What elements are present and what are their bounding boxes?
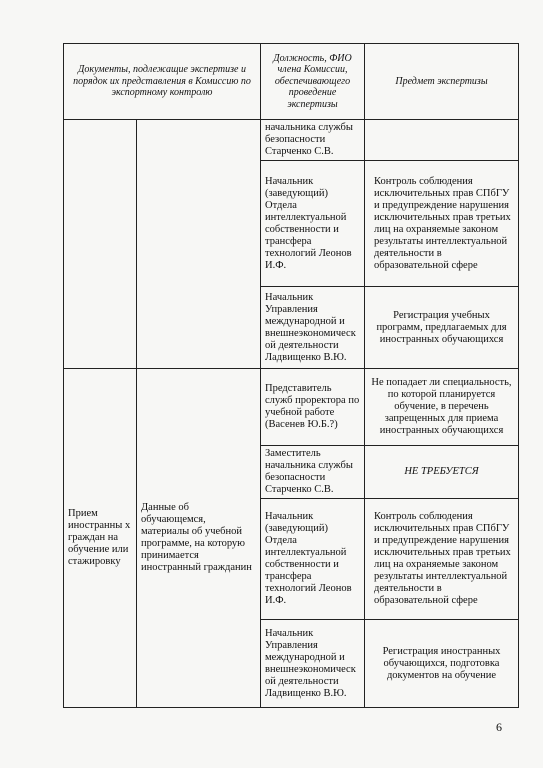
expertise-table <box>63 43 519 708</box>
subject-cell: Контроль соблюдения исключительных прав СПбГУ и предупреждение нарушения исключительных прав третьих лиц на охраняемые законом результаты интеллектуальной деятельности в образовательной сфере <box>365 499 519 620</box>
official-cell: Начальник (заведующий) Отдела интеллектуальной собственности и трансфера технологий Леонов И.Ф. <box>261 161 365 287</box>
official-cell: Начальник (заведующий) Отдела интеллектуальной собственности и трансфера технологий Леонов И.Ф. <box>261 499 365 620</box>
official-cell: Начальник Управления международной и внешнеэкономическ ой деятельности Ладвищенко В.Ю. <box>261 620 365 708</box>
official-cell: Заместитель начальника службы безопасности Старченко С.В. <box>261 446 365 499</box>
official-cell: Представитель служб проректора по учебной работе (Васенев Ю.Б.?) <box>261 369 365 446</box>
document-type-cell: Прием иностранны х граждан на обучение или стажировку <box>64 369 137 708</box>
header-subject: Предмет экспертизы <box>365 44 519 120</box>
documents-cell-empty <box>64 120 137 369</box>
subject-cell <box>365 120 519 161</box>
header-documents: Документы, подлежащие экспертизе и порядок их представления в Комиссию по экспортному контролю <box>64 44 261 120</box>
header-official: Должность, ФИО члена Комиссии, обеспечивающего проведение экспертизы <box>261 44 365 120</box>
subject-cell-not-required: НЕ ТРЕБУЕТСЯ <box>365 446 519 499</box>
page-number: 6 <box>496 720 502 734</box>
subject-cell: Регистрация иностранных обучающихся, подготовка документов на обучение <box>365 620 519 708</box>
subject-cell: Контроль соблюдения исключительных прав СПбГУ и предупреждение нарушения исключительных прав третьих лиц на охраняемые законом результаты интеллектуальной деятельности в образовательной сфере <box>365 161 519 287</box>
subject-cell: Не попадает ли специальность, по которой планируется обучение, в перечень запрещенных для приема иностранных обучающихся <box>365 369 519 446</box>
subject-cell: Регистрация учебных программ, предлагаемых для иностранных обучающихся <box>365 287 519 369</box>
official-cell: начальника службы безопасности Старченко С.В. <box>261 120 365 161</box>
table-row <box>64 120 519 161</box>
table-row <box>64 369 519 446</box>
materials-cell-empty <box>137 120 261 369</box>
header-row <box>64 44 519 120</box>
materials-cell: Данные об обучающемся, материалы об учебной программе, на которую принимается иностранный гражданин <box>137 369 261 708</box>
official-cell: Начальник Управления международной и внешнеэкономическ ой деятельности Ладвищенко В.Ю. <box>261 287 365 369</box>
